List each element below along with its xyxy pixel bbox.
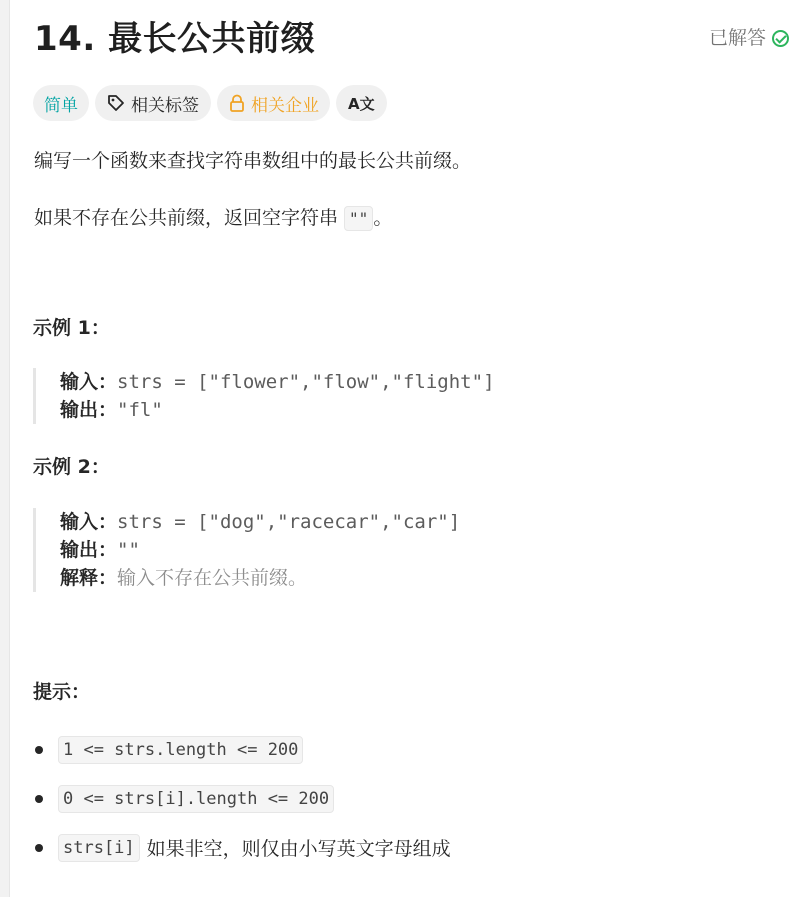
example-1-output <box>60 396 495 424</box>
related-companies-label: 相关企业 <box>251 95 319 116</box>
tag-icon <box>107 94 125 112</box>
example-1-block <box>33 368 495 424</box>
constraints-heading: 提示： <box>33 681 91 703</box>
example-2-heading: 示例 2： <box>33 456 110 478</box>
difficulty-label: 简单 <box>44 95 78 116</box>
example-1-heading: 示例 1： <box>33 317 110 339</box>
tag-bar <box>33 85 387 121</box>
bullet-icon <box>35 746 43 754</box>
output-label: 输出： <box>60 539 118 561</box>
description-line-2 <box>34 204 392 233</box>
example-2-output <box>60 536 460 564</box>
lock-icon <box>229 94 245 112</box>
constraint-code: 1 <= strs.length <= 200 <box>58 736 303 764</box>
related-tags-label: 相关标签 <box>131 95 199 116</box>
panel-divider[interactable] <box>0 0 10 897</box>
input-value: strs = ["flower","flow","flight"] <box>117 371 495 393</box>
list-item <box>33 774 451 823</box>
problem-title: 14. 最长公共前缀 <box>34 19 316 59</box>
translate-button[interactable] <box>336 85 387 121</box>
input-label: 输入： <box>60 511 118 533</box>
check-circle-icon <box>772 30 789 47</box>
solved-label: 已解答 <box>709 27 767 49</box>
example-2-block <box>33 508 460 592</box>
translate-icon: A文 <box>348 94 375 113</box>
constraint-code: 0 <= strs[i].length <= 200 <box>58 785 334 813</box>
description-line-1: 编写一个函数来查找字符串数组中的最长公共前缀。 <box>34 150 472 172</box>
list-item <box>33 725 451 774</box>
constraints-list <box>33 725 451 872</box>
constraint-text: 如果非空，则仅由小写英文字母组成 <box>146 838 451 860</box>
example-2-explanation <box>60 564 460 592</box>
description-text: 如果不存在公共前缀，返回空字符串 <box>34 207 345 229</box>
explanation-value: 输入不存在公共前缀。 <box>117 567 308 589</box>
output-label: 输出： <box>60 399 118 421</box>
related-companies-button[interactable] <box>217 85 330 121</box>
example-2-input <box>60 508 460 536</box>
solved-status <box>709 24 789 52</box>
output-value: "" <box>117 539 140 561</box>
input-value: strs = ["dog","racecar","car"] <box>117 511 461 533</box>
list-item <box>33 823 451 872</box>
related-tags-button[interactable] <box>95 85 211 121</box>
empty-string-code: "" <box>344 206 373 231</box>
constraint-code: strs[i] <box>58 834 140 862</box>
example-1-input <box>60 368 495 396</box>
input-label: 输入： <box>60 371 118 393</box>
bullet-icon <box>35 844 43 852</box>
description-suffix: 。 <box>373 207 393 229</box>
bullet-icon <box>35 795 43 803</box>
explanation-label: 解释： <box>60 567 118 589</box>
difficulty-badge <box>33 85 89 121</box>
output-value: "fl" <box>117 399 163 421</box>
